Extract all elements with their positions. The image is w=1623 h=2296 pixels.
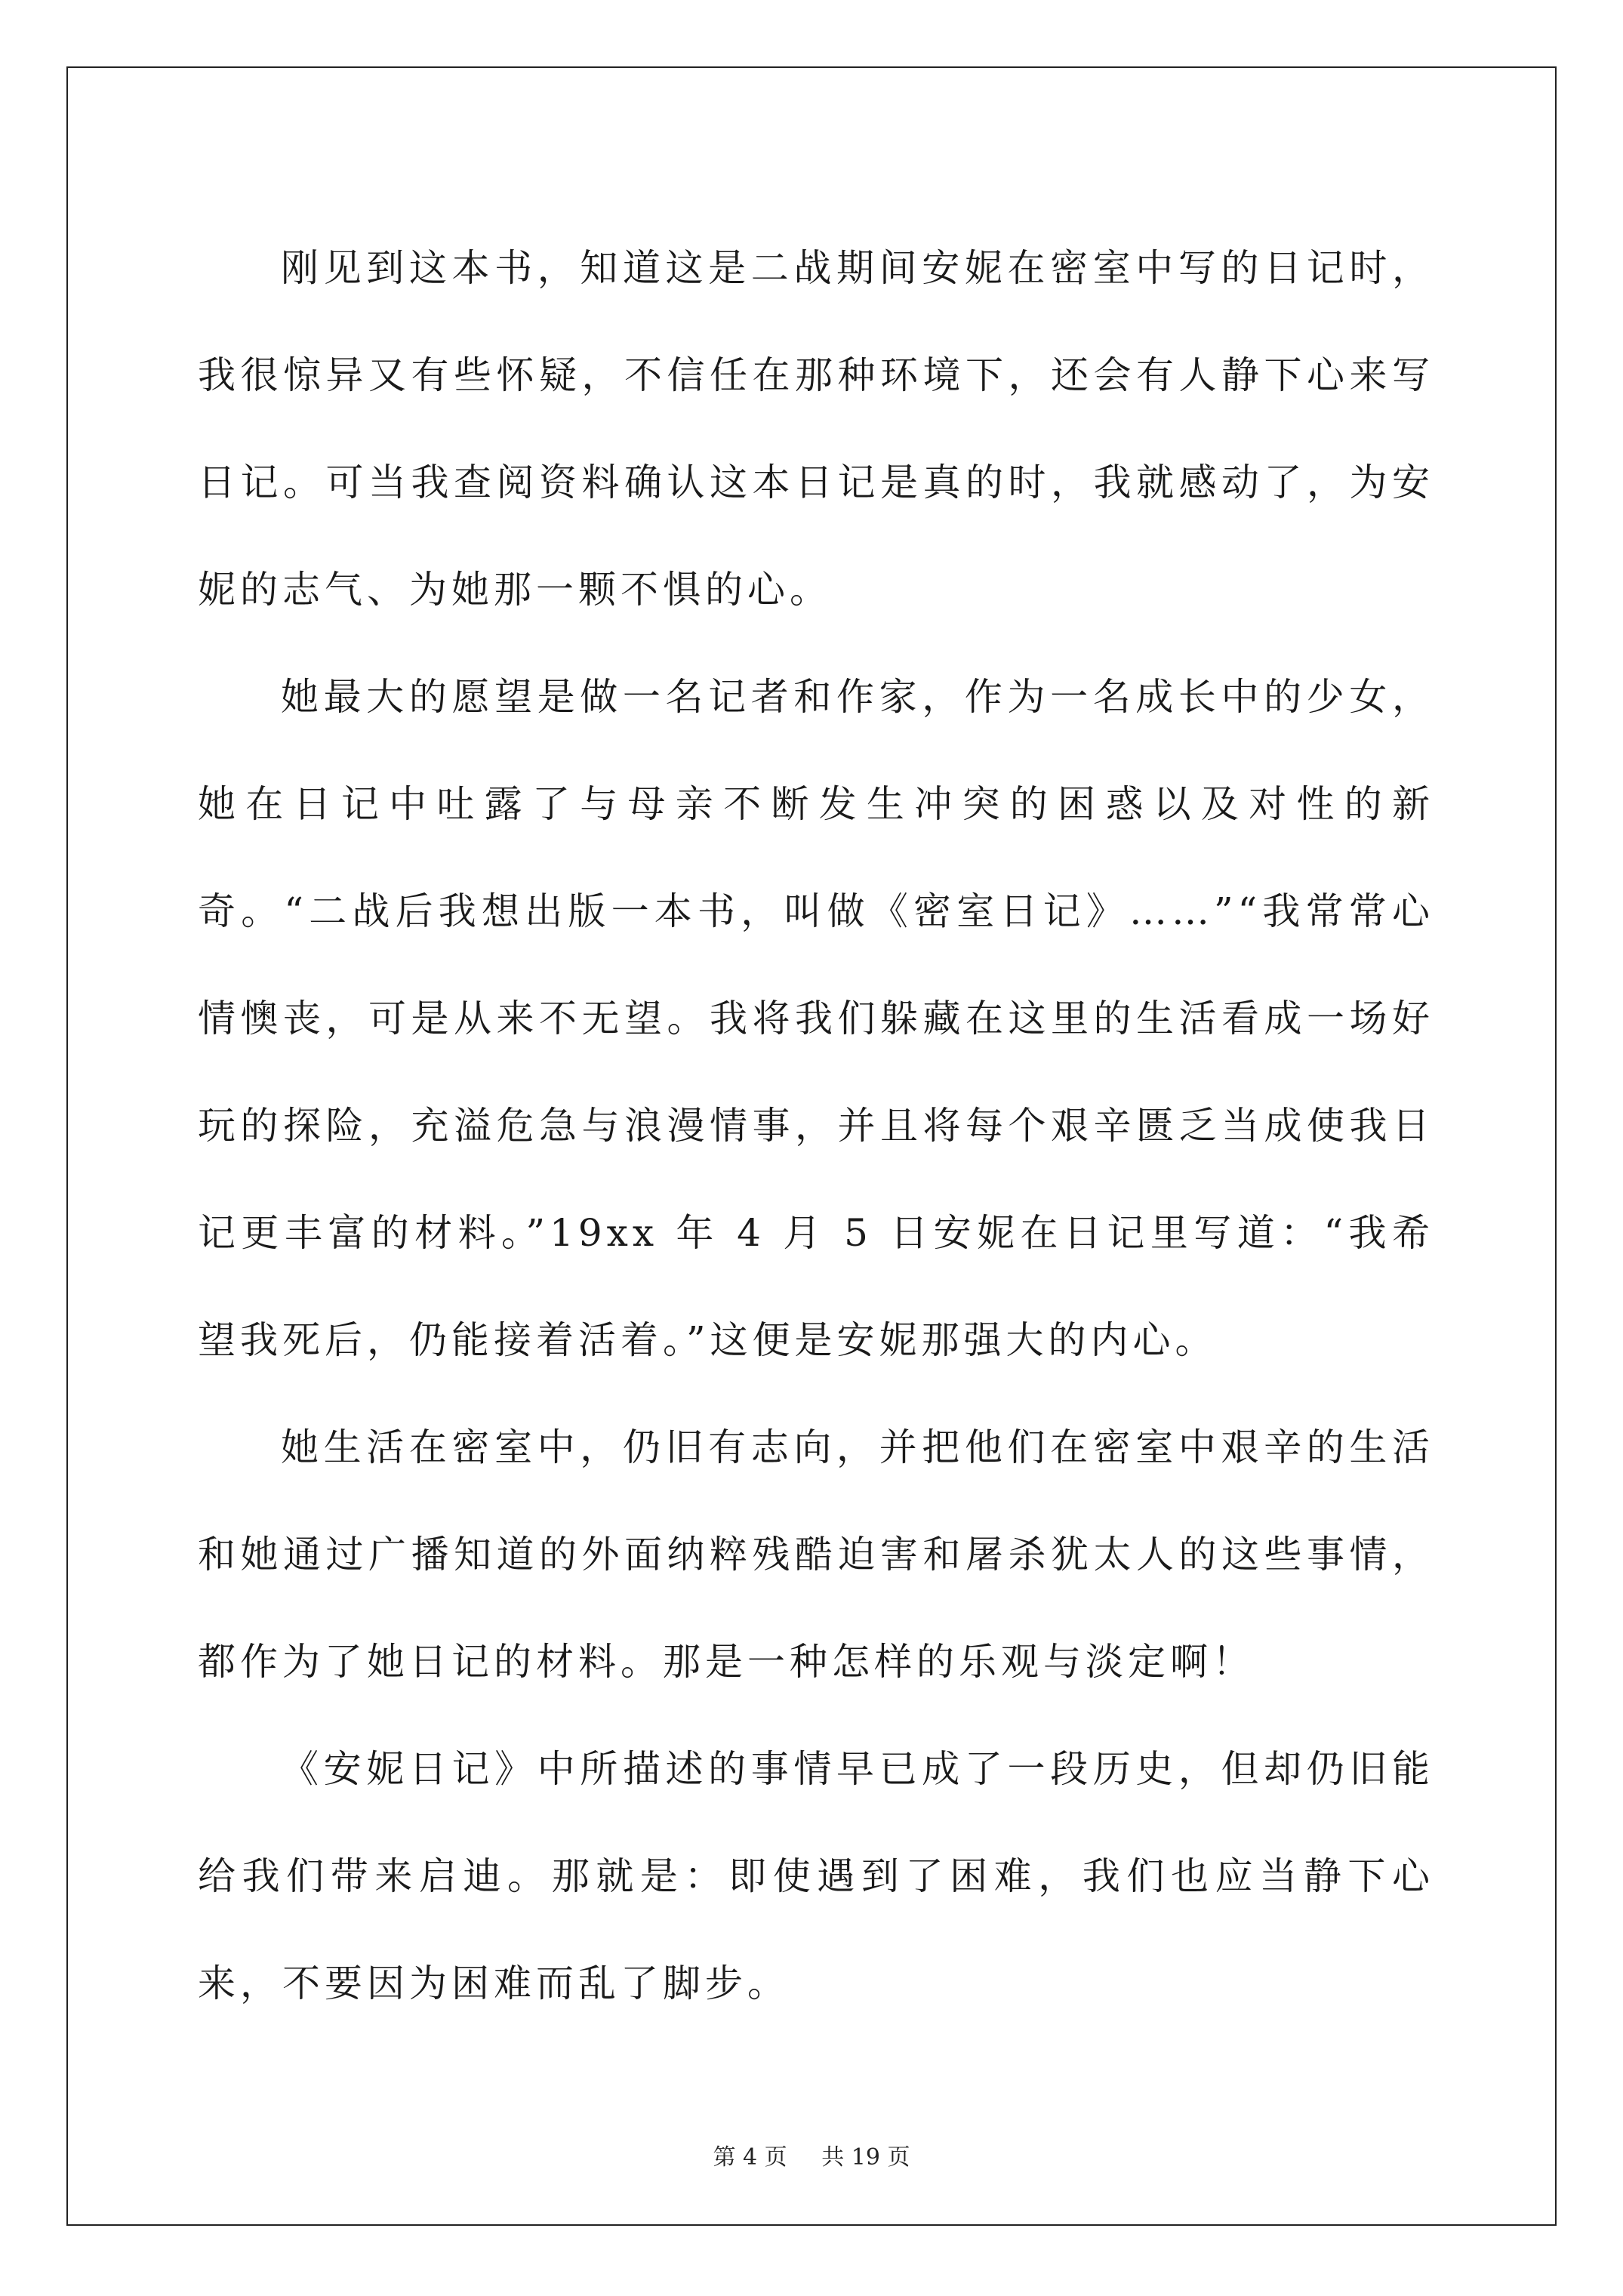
page-number: 第 4 页 <box>713 2144 787 2171</box>
paragraph-3: 她生活在密室中，仍旧有志向，并把他们在密室中艰辛的生活和她通过广播知道的外面纳粹残酷迫害和屠杀犹太人的这些事情，都作为了她日记的材料。那是一种怎样的乐观与淡定啊！ <box>198 1425 1434 1684</box>
paragraph-4: 《安妮日记》中所描述的事情早已成了一段历史，但却仍旧能给我们带来启迪。那就是：即使遇到了困难，我们也应当静下心来，不要因为困难而乱了脚步。 <box>198 1747 1434 2005</box>
paragraph-1: 刚见到这本书，知道这是二战期间安妮在密室中写的日记时，我很惊异又有些怀疑，不信任在那种环境下，还会有人静下心来写日记。可当我查阅资料确认这本日记是真的时，我就感动了，为安妮的志气、为她那一颗不惧的心。 <box>198 246 1434 612</box>
page-total: 共 19 页 <box>821 2144 910 2171</box>
page-footer <box>0 2143 1623 2173</box>
document-body <box>198 214 1434 2037</box>
paragraph-2: 她最大的愿望是做一名记者和作家，作为一名成长中的少女，她在日记中吐露了与母亲不断发生冲突的困惑以及对性的新奇。“二战后我想出版一本书，叫做《密室日记》……”“我常常心情懊丧，可是从来不无望。我将我们躲藏在这里的生活看成一场好玩的探险，充溢危急与浪漫情事，并且将每个艰辛匮乏当成使我日记更丰富的材料。”19xx 年 4 月 5 日安妮在日记里写道：“我希望我死后，仍能接着活着。”这便是安妮那强大的内心。 <box>198 675 1434 1362</box>
